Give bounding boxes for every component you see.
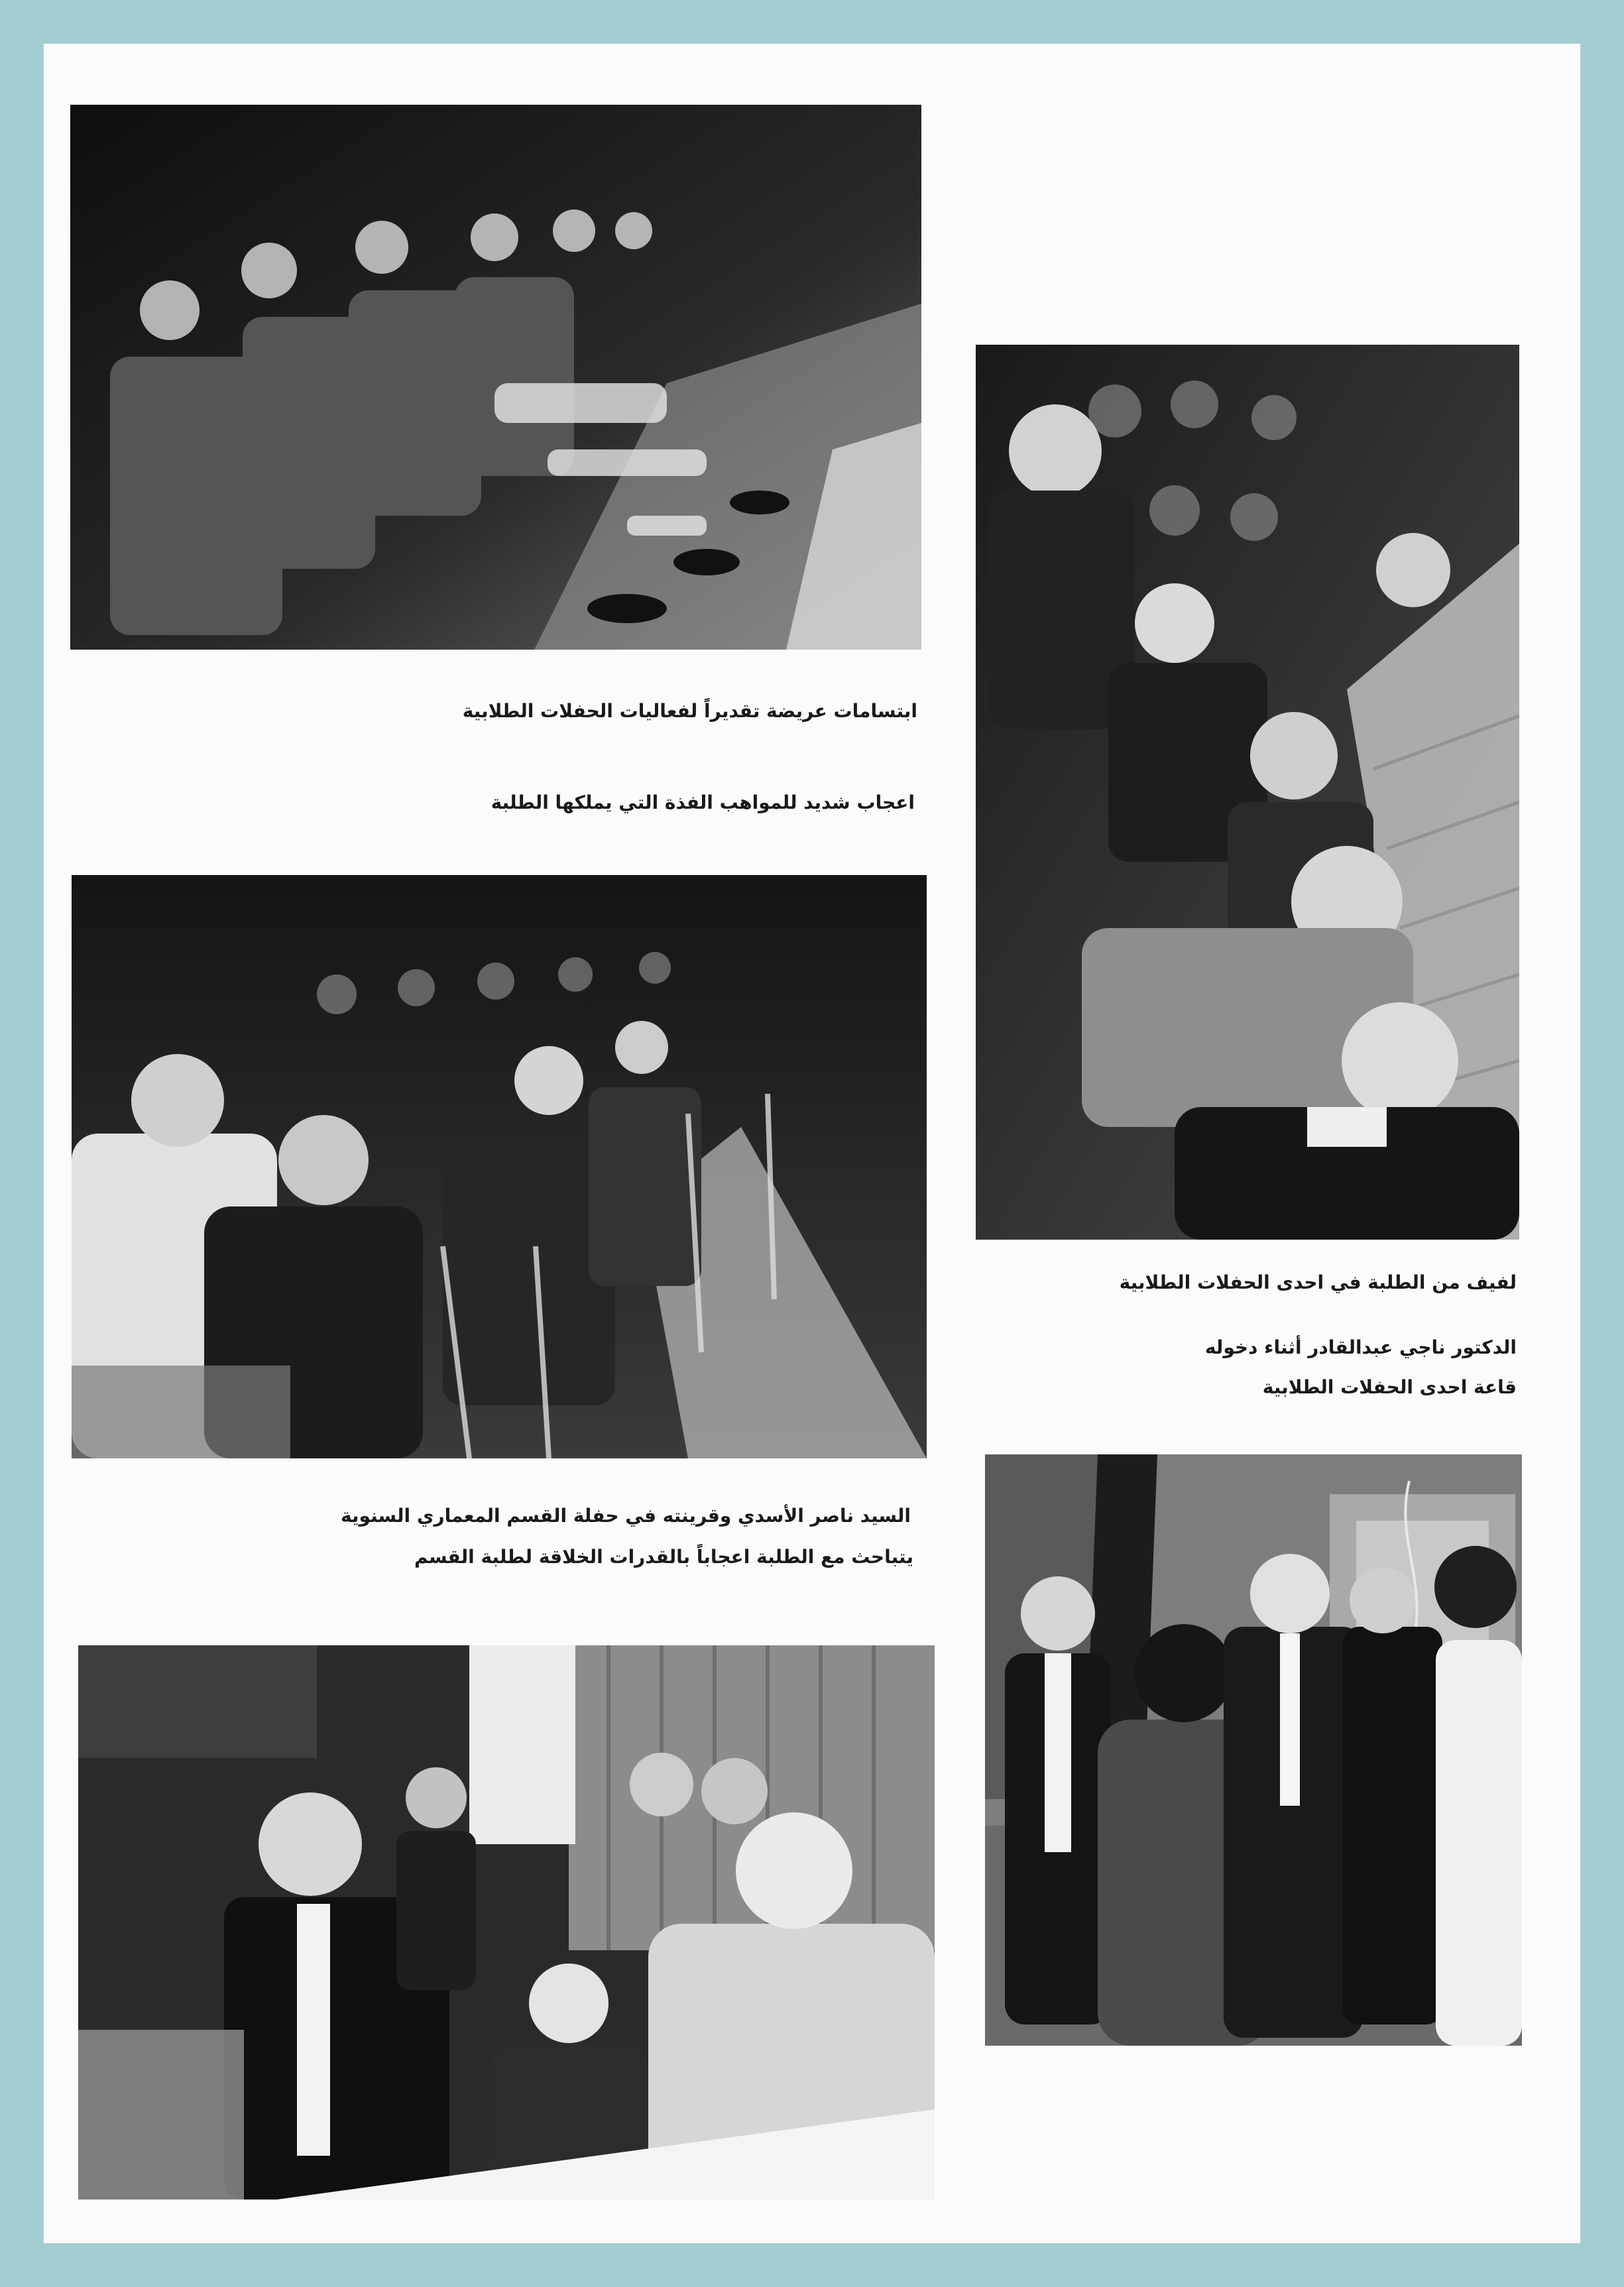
caption-4-line-2: قاعة احدى الحفلات الطلابية xyxy=(1262,1376,1517,1398)
photo-doctor-entering xyxy=(985,1454,1522,2046)
photo-audience-front-row xyxy=(70,105,921,650)
caption-5-line-1: السيد ناصر الأسدي وقرينته في حفلة القسم المعماري السنوية xyxy=(341,1505,911,1527)
caption-4-line-1: الدكتور ناجي عبدالقادر أثناء دخوله xyxy=(1204,1336,1517,1358)
document-page xyxy=(44,44,1580,2243)
caption-2: اعجاب شديد للمواهب الفذة التي يملكها الطلبة xyxy=(491,792,915,813)
caption-5-line-2: يتباحث مع الطلبة اعجاباً بالقدرات الخلاقة لطلبة القسم xyxy=(414,1546,913,1568)
photo-seated-students xyxy=(72,875,927,1458)
caption-1: ابتسامات عريضة تقديراً لفعاليات الحفلات الطلابية xyxy=(462,700,917,722)
photo-students-group xyxy=(976,345,1519,1240)
caption-3: لفيف من الطلبة في احدى الحفلات الطلابية xyxy=(1119,1271,1517,1293)
photo-hall-family xyxy=(78,1645,935,2199)
